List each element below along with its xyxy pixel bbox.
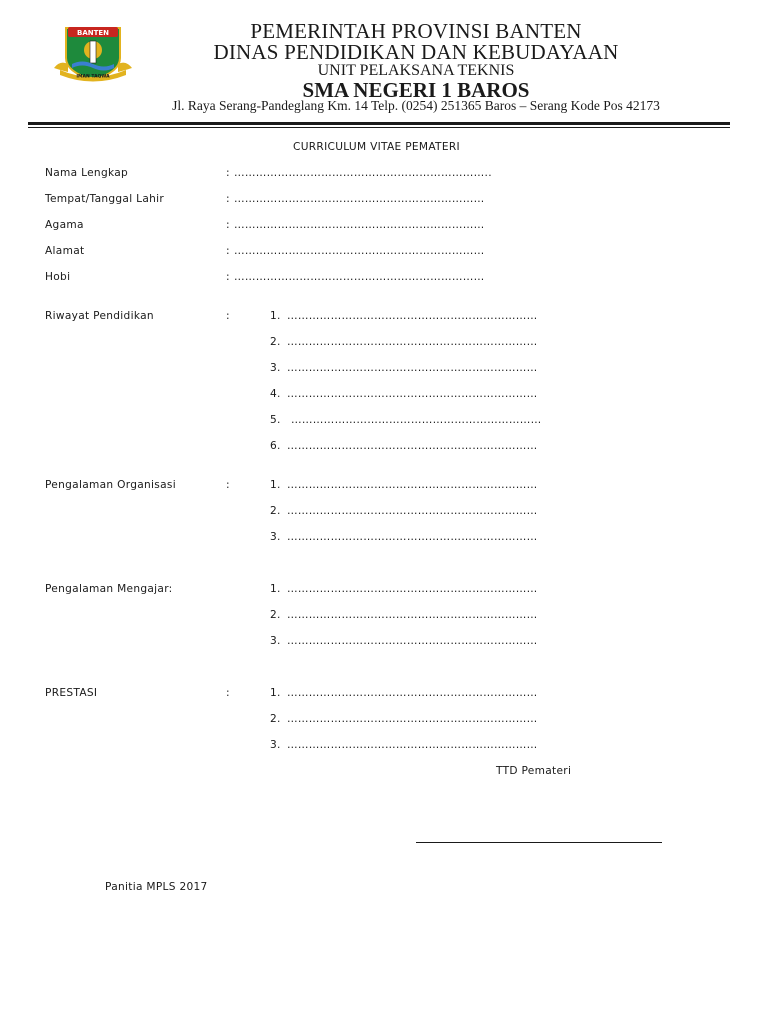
list-number: 3. xyxy=(270,635,281,647)
letterhead-unit-line: UNIT PELAKSANA TEKNIS xyxy=(317,62,515,79)
field-colon: : xyxy=(226,219,230,231)
letterhead-school-name: SMA NEGERI 1 BAROS xyxy=(302,78,530,102)
list-blank-organisasi[interactable]: …………………………………………………………… xyxy=(287,531,538,543)
list-blank-prestasi[interactable]: …………………………………………………………… xyxy=(287,739,538,751)
field-label-hobi: Hobi xyxy=(45,271,71,283)
list-number: 4. xyxy=(270,388,281,400)
letterhead-divider-thick xyxy=(28,122,730,125)
section-label-pengalaman-mengajar: Pengalaman Mengajar: xyxy=(45,583,173,595)
logo-top-text: BANTEN xyxy=(76,29,110,37)
logo-tower xyxy=(90,41,96,63)
letterhead-department-line: DINAS PENDIDIKAN DAN KEBUDAYAAN xyxy=(213,40,619,64)
signature-label: TTD Pemateri xyxy=(496,765,572,777)
list-number: 5. xyxy=(270,414,281,426)
field-blank-agama[interactable]: …………………………………………………………… xyxy=(234,219,485,231)
list-blank-pendidikan[interactable]: …………………………………………………………… xyxy=(287,440,538,452)
list-blank-pendidikan[interactable]: …………………………………………………………… xyxy=(287,310,538,322)
list-blank-pendidikan[interactable]: …………………………………………………………… xyxy=(287,388,538,400)
field-blank-alamat[interactable]: …………………………………………………………… xyxy=(234,245,485,257)
section-label-prestasi: PRESTASI xyxy=(45,687,98,699)
signature-line[interactable] xyxy=(416,842,662,843)
list-blank-mengajar[interactable]: …………………………………………………………… xyxy=(287,609,538,621)
list-number: 3. xyxy=(270,531,281,543)
list-number: 2. xyxy=(270,336,281,348)
list-blank-organisasi[interactable]: …………………………………………………………… xyxy=(287,479,538,491)
field-colon: : xyxy=(226,193,230,205)
list-number: 1. xyxy=(270,583,281,595)
field-colon: : xyxy=(226,271,230,283)
field-blank-hobi[interactable]: …………………………………………………………… xyxy=(234,271,485,283)
field-label-ttl: Tempat/Tanggal Lahir xyxy=(45,193,165,205)
section-colon: : xyxy=(226,310,230,322)
list-number: 3. xyxy=(270,362,281,374)
list-number: 2. xyxy=(270,505,281,517)
list-blank-prestasi[interactable]: …………………………………………………………… xyxy=(287,713,538,725)
field-colon: : xyxy=(226,167,230,179)
field-blank-ttl[interactable]: …………………………………………………………… xyxy=(234,193,485,205)
list-number: 1. xyxy=(270,687,281,699)
section-label-pengalaman-organisasi: Pengalaman Organisasi xyxy=(45,479,176,491)
list-blank-pendidikan[interactable]: …………………………………………………………… xyxy=(287,362,538,374)
section-label-riwayat-pendidikan: Riwayat Pendidikan xyxy=(45,310,154,322)
field-blank-nama[interactable]: …………………………………………………………….. xyxy=(234,167,492,179)
field-label-nama: Nama Lengkap xyxy=(45,167,129,179)
list-number: 3. xyxy=(270,739,281,751)
document-title: CURRICULUM VITAE PEMATERI xyxy=(293,141,460,153)
list-number: 2. xyxy=(270,713,281,725)
field-label-alamat: Alamat xyxy=(45,245,85,257)
list-blank-pendidikan[interactable]: …………………………………………………………… xyxy=(291,414,542,426)
banten-province-logo xyxy=(50,24,136,82)
field-label-agama: Agama xyxy=(45,219,84,231)
letterhead-government-line: PEMERINTAH PROVINSI BANTEN xyxy=(250,19,582,43)
list-blank-mengajar[interactable]: …………………………………………………………… xyxy=(287,583,538,595)
letterhead-divider-thin xyxy=(28,127,730,128)
footer-committee: Panitia MPLS 2017 xyxy=(105,881,208,893)
section-colon: : xyxy=(226,687,230,699)
list-blank-prestasi[interactable]: …………………………………………………………… xyxy=(287,687,538,699)
list-number: 2. xyxy=(270,609,281,621)
list-number: 1. xyxy=(270,310,281,322)
letterhead-address: Jl. Raya Serang-Pandeglang Km. 14 Telp. (0254) 251365 Baros – Serang Kode Pos 42173 xyxy=(172,98,660,113)
field-colon: : xyxy=(226,245,230,257)
section-colon: : xyxy=(226,479,230,491)
list-number: 6. xyxy=(270,440,281,452)
list-number: 1. xyxy=(270,479,281,491)
list-blank-pendidikan[interactable]: …………………………………………………………… xyxy=(287,336,538,348)
logo-bottom-text: IMAN TAQWA xyxy=(76,74,110,80)
list-blank-mengajar[interactable]: …………………………………………………………… xyxy=(287,635,538,647)
list-blank-organisasi[interactable]: …………………………………………………………… xyxy=(287,505,538,517)
